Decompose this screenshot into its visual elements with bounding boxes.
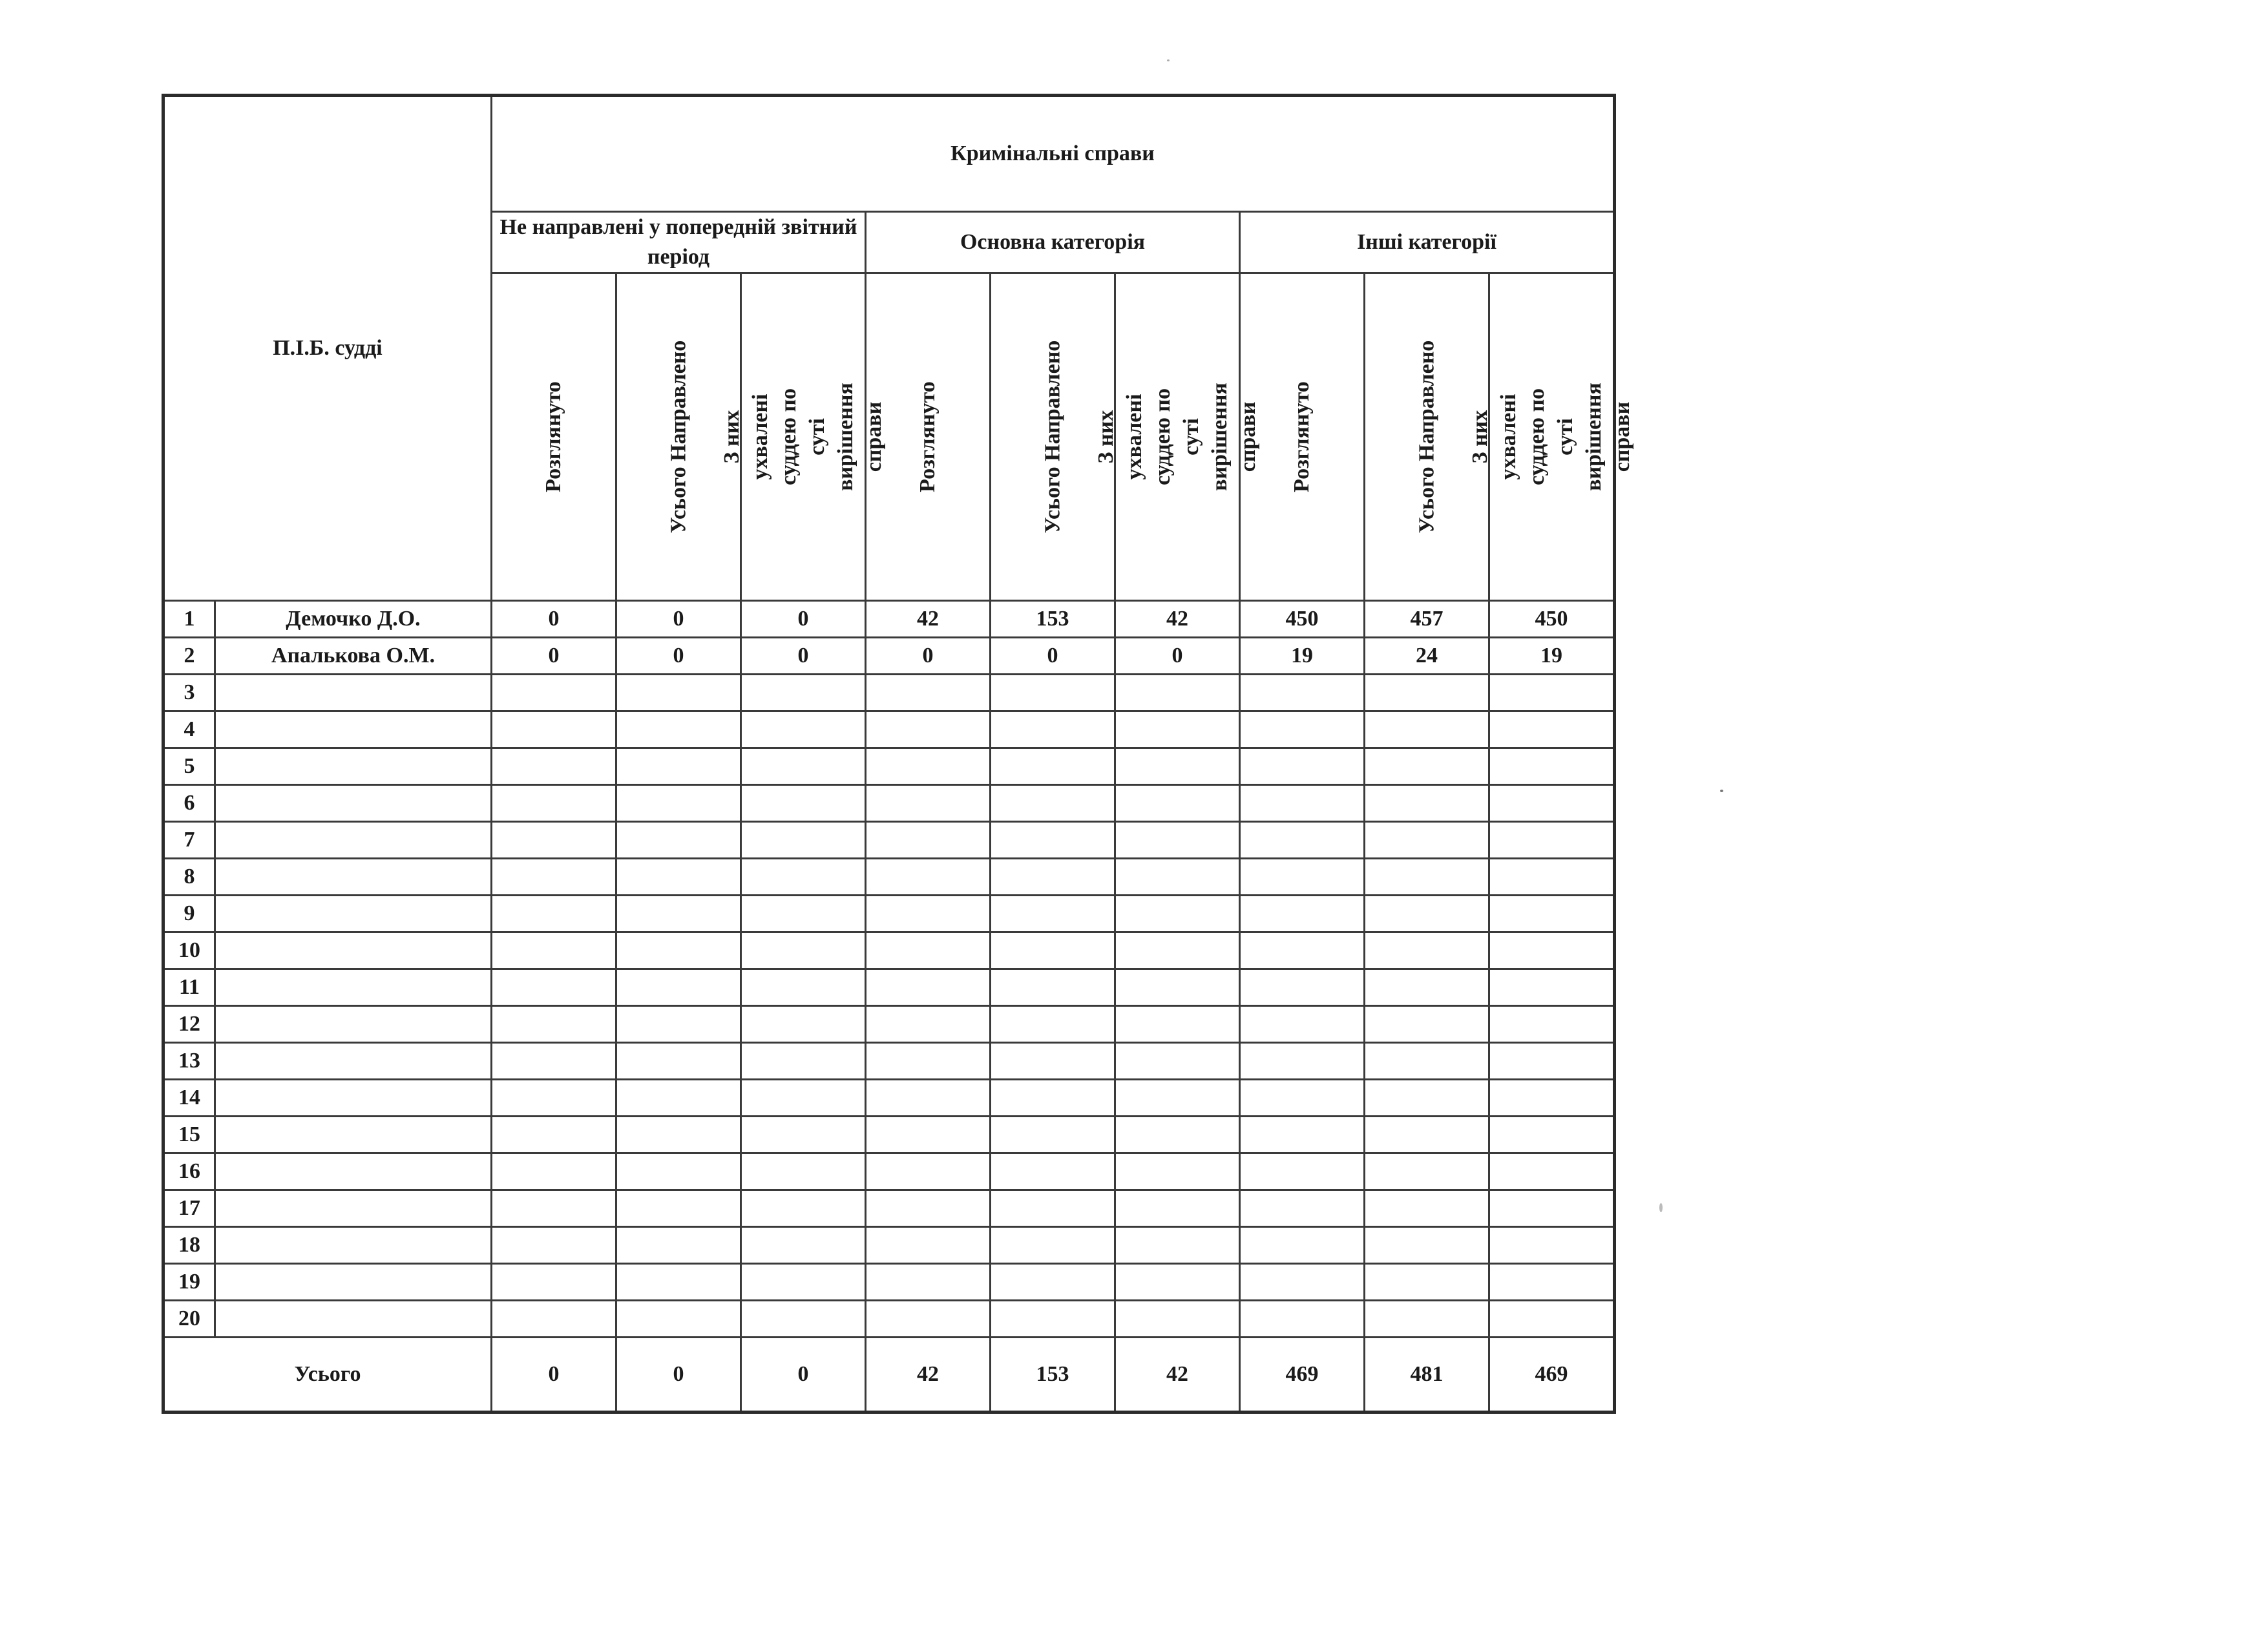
value-cell: 19 [1489,638,1615,675]
value-cell [616,1043,741,1080]
value-cell [1365,1080,1489,1117]
judge-name-cell [215,711,492,748]
table-row [163,859,1615,896]
value-cell [866,1006,991,1043]
total-value-cell: 0 [741,1338,866,1413]
value-cell [1240,1301,1365,1338]
value-cell [741,748,866,785]
value-cell [616,969,741,1006]
subcolumn-header-1 [492,273,616,601]
subcolumn-header-label: Усього Направлено [1414,340,1438,534]
subcolumn-header-9 [1468,273,1634,601]
value-cell [1489,1043,1615,1080]
value-cell [741,785,866,822]
value-cell [1489,1301,1615,1338]
value-cell [616,711,741,748]
table-row [163,1006,1615,1043]
judge-name-cell [215,1043,492,1080]
value-cell [741,1117,866,1153]
judges-statistics-table [162,94,1634,1414]
value-cell [492,859,616,896]
value-cell [1115,1190,1240,1227]
table-row [163,748,1615,785]
value-cell [492,748,616,785]
value-cell [616,1006,741,1043]
value-cell [866,822,991,859]
value-cell [741,822,866,859]
value-cell [616,1264,741,1301]
scan-speck [1167,59,1170,61]
value-cell [1240,822,1365,859]
value-cell [1115,748,1240,785]
value-cell [1489,859,1615,896]
value-cell [741,675,866,711]
value-cell [1115,969,1240,1006]
value-cell [741,1153,866,1190]
table-row [163,1190,1615,1227]
row-number: 2 [163,638,215,675]
table-row [163,638,1615,675]
value-cell [492,932,616,969]
value-cell [1489,711,1615,748]
value-cell [991,1190,1115,1227]
value-cell [741,859,866,896]
value-cell [991,896,1115,932]
criminal-cases-header: Кримінальні справи [492,96,1615,212]
value-cell [866,1301,991,1338]
value-cell [741,1080,866,1117]
judge-name-cell [215,1006,492,1043]
group-header-not-sent: Не направлені у попередній звітний період [492,212,866,273]
row-number: 3 [163,675,215,711]
value-cell [1240,859,1365,896]
judge-name-cell [215,1190,492,1227]
value-cell [991,1006,1115,1043]
value-cell [1365,748,1489,785]
judge-name-header: П.І.Б. судді [163,96,492,601]
value-cell [492,1190,616,1227]
value-cell [492,1080,616,1117]
value-cell [741,1190,866,1227]
judge-name-cell: Демочко Д.О. [215,601,492,638]
row-number: 18 [163,1227,215,1264]
subcolumn-header-label: Розглянуто [541,381,565,492]
table-row [163,896,1615,932]
value-cell [1489,932,1615,969]
value-cell [1365,1043,1489,1080]
value-cell [1115,932,1240,969]
value-cell [1240,1006,1365,1043]
value-cell [741,969,866,1006]
value-cell [866,675,991,711]
subcolumn-header-label: З них ухвалені суддею по суті вирішення справи [720,383,886,491]
value-cell [991,748,1115,785]
value-cell [991,1227,1115,1264]
total-value-cell: 0 [616,1338,741,1413]
value-cell: 0 [991,638,1115,675]
value-cell [1115,1043,1240,1080]
value-cell [866,1117,991,1153]
value-cell [991,1043,1115,1080]
total-label: Усього [163,1338,492,1413]
value-cell [492,1117,616,1153]
value-cell [866,1080,991,1117]
table-row [163,969,1615,1006]
value-cell [1489,1080,1615,1117]
row-number: 5 [163,748,215,785]
judge-name-cell [215,675,492,711]
value-cell: 0 [616,638,741,675]
value-cell: 0 [866,638,991,675]
table-row [163,1227,1615,1264]
value-cell [1365,969,1489,1006]
value-cell [1489,896,1615,932]
total-value-cell: 42 [866,1338,991,1413]
value-cell [1489,1264,1615,1301]
value-cell [1240,748,1365,785]
value-cell [1240,969,1365,1006]
subcolumn-header-label: Усього Направлено [666,340,690,534]
row-number: 14 [163,1080,215,1117]
value-cell [991,969,1115,1006]
value-cell: 0 [741,638,866,675]
row-number: 8 [163,859,215,896]
value-cell: 0 [616,601,741,638]
total-value-cell: 469 [1489,1338,1615,1413]
value-cell [616,1153,741,1190]
value-cell [741,711,866,748]
value-cell [1365,1006,1489,1043]
value-cell [616,675,741,711]
value-cell [866,785,991,822]
group-header-other-categories: Інші категорії [1240,212,1615,273]
value-cell [866,1190,991,1227]
judge-name-cell [215,932,492,969]
scan-speck [1659,1203,1663,1212]
table-row [163,932,1615,969]
value-cell: 153 [991,601,1115,638]
value-cell [991,1080,1115,1117]
value-cell [616,1117,741,1153]
value-cell [991,822,1115,859]
value-cell [1489,1227,1615,1264]
total-value-cell: 0 [492,1338,616,1413]
value-cell [1115,1227,1240,1264]
value-cell [1365,932,1489,969]
judge-name-cell [215,859,492,896]
row-number: 4 [163,711,215,748]
total-value-cell: 42 [1115,1338,1240,1413]
value-cell [1240,711,1365,748]
table-row [163,785,1615,822]
value-cell [991,711,1115,748]
subcolumn-header-label: Усього Направлено [1040,340,1064,534]
judge-name-cell [215,748,492,785]
value-cell [1240,1227,1365,1264]
value-cell [866,932,991,969]
value-cell: 0 [492,638,616,675]
value-cell [991,1117,1115,1153]
value-cell [866,1264,991,1301]
value-cell [1240,1190,1365,1227]
value-cell [616,748,741,785]
value-cell [1365,1153,1489,1190]
value-cell [1489,1006,1615,1043]
subcolumn-header-label: Розглянуто [916,381,940,492]
value-cell [1115,1117,1240,1153]
value-cell [1489,785,1615,822]
value-cell [866,859,991,896]
row-number: 11 [163,969,215,1006]
judge-name-cell [215,1117,492,1153]
value-cell [1365,1301,1489,1338]
value-cell: 19 [1240,638,1365,675]
judge-name-cell [215,1301,492,1338]
row-number: 9 [163,896,215,932]
subcolumn-header-label: З них ухвалені суддею по суті вирішення справи [1468,383,1634,491]
table-row [163,1301,1615,1338]
value-cell [1115,711,1240,748]
value-cell [991,859,1115,896]
value-cell [616,1080,741,1117]
value-cell [1365,859,1489,896]
total-row [163,1338,1615,1413]
row-number: 16 [163,1153,215,1190]
value-cell [1489,1153,1615,1190]
value-cell [741,1301,866,1338]
row-number: 19 [163,1264,215,1301]
value-cell [991,1153,1115,1190]
value-cell [866,1153,991,1190]
value-cell [492,785,616,822]
value-cell: 42 [1115,601,1240,638]
value-cell [866,1227,991,1264]
value-cell [1115,675,1240,711]
value-cell [1489,1117,1615,1153]
subcolumn-header-label: З них ухвалені суддею по суті вирішення справи [1094,383,1260,491]
table-row [163,822,1615,859]
value-cell [1489,675,1615,711]
row-number: 10 [163,932,215,969]
value-cell [1365,1117,1489,1153]
judge-name-cell [215,822,492,859]
value-cell [1115,1153,1240,1190]
table-row [163,1153,1615,1190]
judge-name-cell: Апалькова О.М. [215,638,492,675]
value-cell [1240,675,1365,711]
value-cell [1365,785,1489,822]
value-cell [1365,675,1489,711]
value-cell [1365,711,1489,748]
group-header-main-category: Основна категорія [866,212,1240,273]
value-cell [866,711,991,748]
value-cell [866,969,991,1006]
value-cell [1115,1301,1240,1338]
value-cell: 450 [1489,601,1615,638]
row-number: 17 [163,1190,215,1227]
judge-name-cell [215,1080,492,1117]
judge-name-cell [215,1264,492,1301]
value-cell [991,932,1115,969]
value-cell [1365,1190,1489,1227]
value-cell [492,1264,616,1301]
value-cell [492,1006,616,1043]
value-cell [991,1264,1115,1301]
value-cell [741,1043,866,1080]
value-cell [492,896,616,932]
subcolumn-header-box [1468,274,1634,600]
value-cell: 42 [866,601,991,638]
value-cell [616,932,741,969]
row-number: 7 [163,822,215,859]
scan-speck [1720,790,1723,792]
table-row [163,1264,1615,1301]
value-cell: 0 [741,601,866,638]
total-value-cell: 481 [1365,1338,1489,1413]
value-cell [866,748,991,785]
value-cell [991,675,1115,711]
value-cell [1240,1080,1365,1117]
judge-name-cell [215,785,492,822]
value-cell [1115,859,1240,896]
value-cell [866,1043,991,1080]
value-cell [741,1264,866,1301]
value-cell [1365,1264,1489,1301]
value-cell [741,932,866,969]
row-number: 12 [163,1006,215,1043]
table-row [163,1043,1615,1080]
value-cell [492,1227,616,1264]
row-number: 15 [163,1117,215,1153]
judge-name-cell [215,896,492,932]
value-cell [741,1227,866,1264]
value-cell [1115,1080,1240,1117]
value-cell [1489,1190,1615,1227]
value-cell [1489,969,1615,1006]
total-value-cell: 153 [991,1338,1115,1413]
value-cell [1115,1006,1240,1043]
value-cell: 24 [1365,638,1489,675]
value-cell: 0 [492,601,616,638]
value-cell [1365,896,1489,932]
value-cell [616,896,741,932]
value-cell [1489,748,1615,785]
value-cell [1240,1264,1365,1301]
subcolumn-header-6 [1094,273,1260,601]
value-cell [1115,822,1240,859]
value-cell [991,1301,1115,1338]
value-cell [1240,1043,1365,1080]
total-value-cell: 469 [1240,1338,1365,1413]
judge-name-cell [215,1153,492,1190]
value-cell [991,785,1115,822]
value-cell [492,1301,616,1338]
value-cell [1240,785,1365,822]
table-row [163,601,1615,638]
value-cell [1115,896,1240,932]
value-cell: 450 [1240,601,1365,638]
value-cell [492,711,616,748]
subcolumn-header-3 [720,273,886,601]
value-cell [1115,785,1240,822]
value-cell [1240,896,1365,932]
judge-name-cell [215,1227,492,1264]
subcolumn-header-box [720,274,886,600]
table-row [163,1080,1615,1117]
value-cell [616,1190,741,1227]
value-cell [1489,822,1615,859]
value-cell [616,1227,741,1264]
value-cell [492,1043,616,1080]
value-cell [1115,1264,1240,1301]
value-cell [492,822,616,859]
table-row [163,711,1615,748]
value-cell [492,1153,616,1190]
value-cell [1365,822,1489,859]
value-cell [492,675,616,711]
value-cell [866,896,991,932]
value-cell [616,785,741,822]
value-cell [616,822,741,859]
value-cell [1240,1117,1365,1153]
subcolumn-header-label: Розглянуто [1290,381,1314,492]
row-number: 1 [163,601,215,638]
value-cell [1240,1153,1365,1190]
row-number: 20 [163,1301,215,1338]
subcolumn-header-box [492,274,615,600]
table-row [163,1117,1615,1153]
row-number: 13 [163,1043,215,1080]
value-cell: 0 [1115,638,1240,675]
row-number: 6 [163,785,215,822]
value-cell: 457 [1365,601,1489,638]
table-row [163,675,1615,711]
subcolumn-header-box [1094,274,1260,600]
value-cell [1240,932,1365,969]
value-cell [616,859,741,896]
value-cell [616,1301,741,1338]
judge-name-cell [215,969,492,1006]
value-cell [741,1006,866,1043]
value-cell [492,969,616,1006]
value-cell [1365,1227,1489,1264]
value-cell [741,896,866,932]
